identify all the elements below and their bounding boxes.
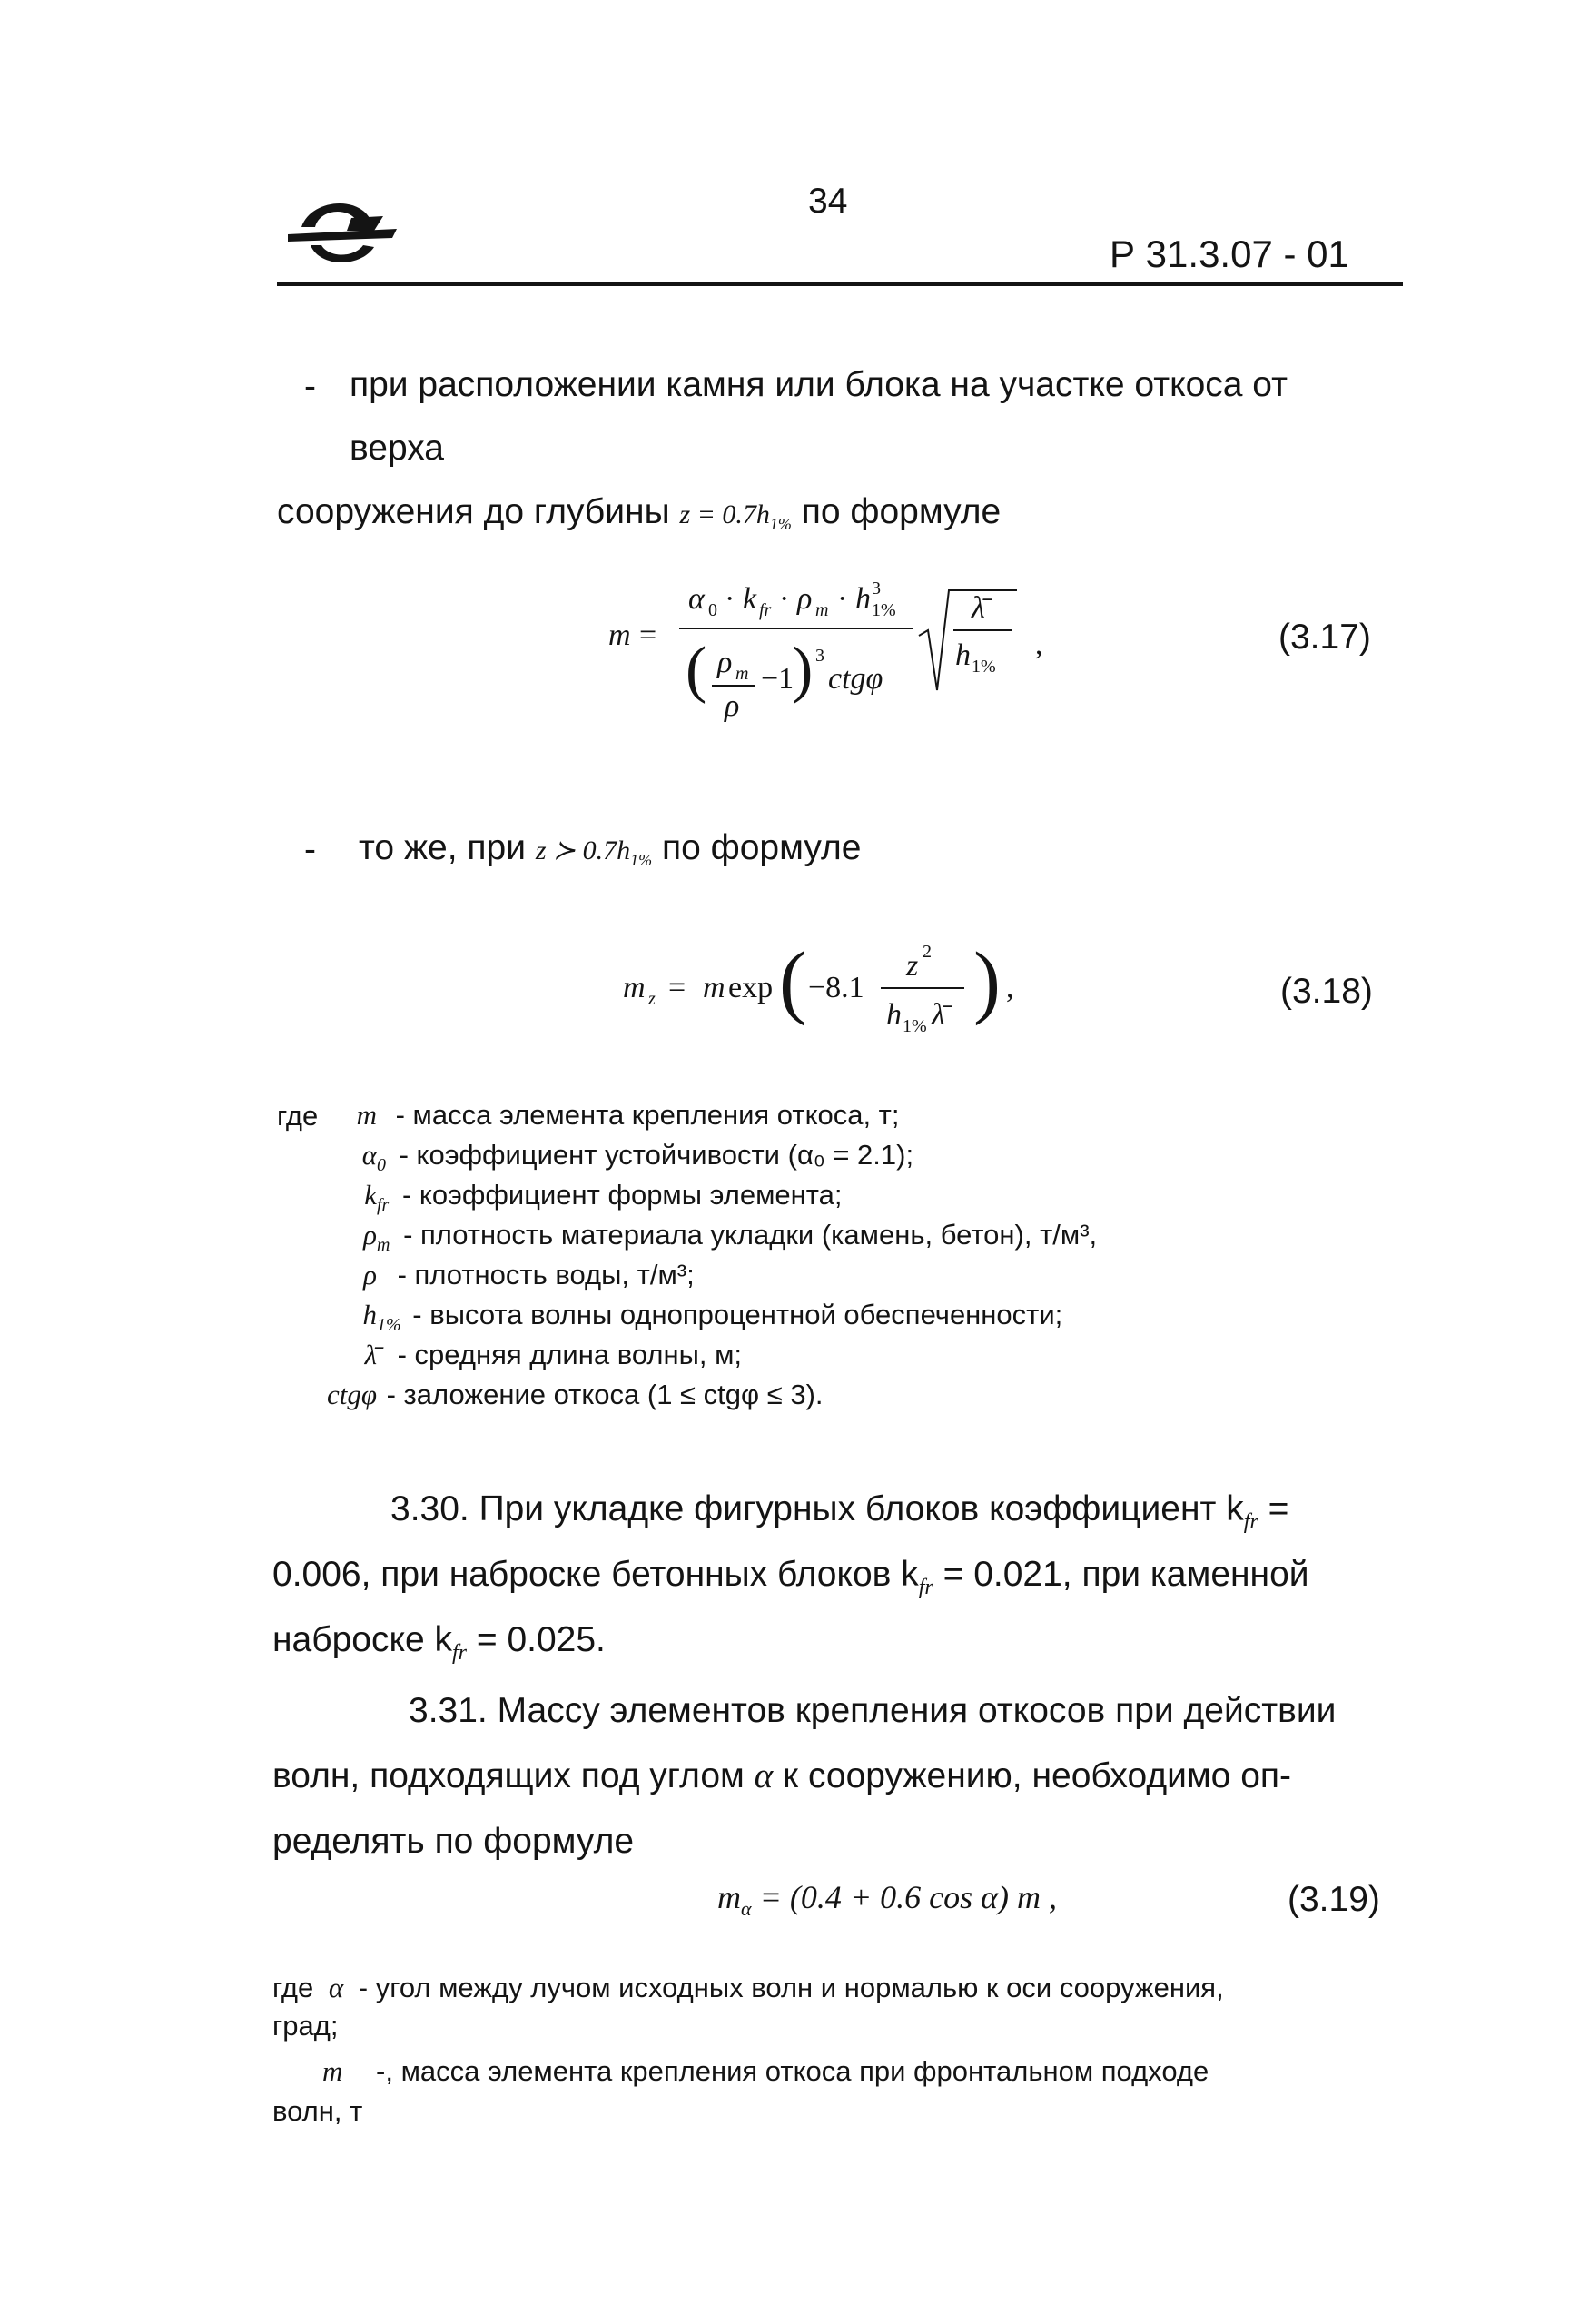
svg-text:·: · — [779, 582, 790, 616]
footnote-m-line1: m -, масса элемента крепления откоса при фронтальном подходе — [322, 2055, 1209, 2087]
svg-text:h: h — [855, 582, 871, 616]
document-code: Р 31.3.07 - 01 — [1110, 232, 1349, 275]
svg-text:(: ( — [686, 635, 707, 705]
legend-item: $h_{1\%}$ - высота волны однопроцентной обеспеченности; — [362, 1299, 1063, 1336]
footnote-m-line2: волн, т — [272, 2095, 363, 2127]
svg-text:λ̄: λ̄ — [972, 591, 985, 625]
svg-text:ρ: ρ — [797, 582, 813, 616]
svg-text:fr: fr — [759, 600, 772, 620]
svg-text:m: m — [623, 971, 646, 1004]
svg-text:2: 2 — [923, 942, 932, 962]
svg-text:0: 0 — [708, 600, 717, 620]
svg-text:λ̄: λ̄ — [932, 998, 945, 1032]
svg-text:m: m — [703, 971, 725, 1004]
header-rule — [277, 282, 1403, 286]
svg-text:3: 3 — [872, 579, 881, 598]
equation-3-17 — [599, 554, 1071, 754]
svg-text:=: = — [668, 971, 686, 1004]
svg-text:k: k — [743, 582, 757, 616]
paragraph-3-30-line1: 3.30. При укладке фигурных блоков коэффициент $k_{fr}$ = — [390, 1489, 1289, 1534]
svg-text:·: · — [837, 582, 848, 616]
legend-item: $\rho_m$ - плотность материала укладки (камень, бетон), т/м³, — [363, 1219, 1098, 1256]
legend-item: m - масса элемента крепления откоса, т; — [356, 1099, 900, 1131]
svg-text:=: = — [639, 618, 657, 652]
paragraph-3-31-line2: волн, подходящих под углом α к сооружению, необходимо оп- — [272, 1756, 1292, 1795]
legend-item: ctgφ - заложение откоса (1 ≤ ctgφ ≤ 3). — [326, 1379, 824, 1410]
paragraph-3-31-line3: ределять по формуле — [272, 1822, 635, 1861]
ministry-emblem-logo — [283, 191, 401, 272]
footnote-alpha-line2: град; — [272, 2010, 339, 2042]
svg-text:,: , — [1006, 971, 1014, 1004]
svg-text:ρ: ρ — [725, 689, 740, 723]
paragraph-3-31-line1: 3.31. Массу элементов крепления откосов при действии — [409, 1691, 1337, 1730]
svg-text:h: h — [886, 998, 902, 1032]
svg-text:3: 3 — [815, 646, 824, 666]
legend-item: ρ - плотность воды, т/м³; — [363, 1259, 695, 1291]
svg-text:z: z — [648, 989, 656, 1009]
svg-text:−8.1: −8.1 — [808, 971, 864, 1004]
bullet-dash-2: - — [304, 830, 316, 869]
svg-text:h: h — [955, 638, 971, 672]
svg-text:): ) — [792, 635, 814, 705]
equation-number-3-17: (3.17) — [1278, 618, 1371, 657]
bullet1-line3: сооружения до глубины $z = 0.7h_{1\%}$ по формуле — [277, 492, 1002, 533]
svg-text:exp: exp — [728, 971, 774, 1004]
svg-text:ρ: ρ — [717, 646, 733, 679]
svg-text:ctgφ: ctgφ — [828, 662, 883, 696]
svg-text:z: z — [906, 949, 919, 983]
svg-text:α: α — [688, 582, 705, 616]
footnote-alpha-line1: где α - угол между лучом исходных волн и нормалью к оси сооружения, — [272, 1972, 1224, 2003]
svg-text:1%: 1% — [903, 1016, 927, 1036]
where-label: где — [277, 1100, 319, 1132]
svg-text:): ) — [973, 936, 1001, 1026]
bullet2-line: то же, при z ≻ $0.7h_{1\%}$ по формуле — [359, 828, 862, 869]
equation-number-3-18: (3.18) — [1280, 972, 1373, 1011]
svg-text:m: m — [815, 600, 829, 620]
svg-text:m: m — [608, 618, 631, 652]
paragraph-3-30-line2: 0.006, при наброске бетонных блоков $k_{fr} = 0.021$, при каменной — [272, 1555, 1309, 1599]
svg-text:m: m — [735, 664, 749, 684]
equation-3-19: $m_\alpha = (0.4 + 0.6$ cos α) m , — [717, 1879, 1058, 1921]
svg-text:·: · — [725, 582, 735, 616]
paragraph-3-30-line3: наброске $k_{fr} = 0.025$. — [272, 1620, 606, 1665]
bullet1-line1: при расположении камня или блока на участке откоса от — [350, 365, 1288, 404]
page-number: 34 — [808, 182, 848, 221]
bullet-dash-1: - — [304, 367, 316, 406]
equation-3-18 — [617, 917, 1053, 1044]
legend-item: λ̄ - средняя длина волны, м; — [364, 1339, 743, 1370]
legend-item: $k_{fr}$ - коэффициент формы элемента; — [364, 1179, 843, 1216]
legend-item: $\alpha_0$ - коэффициент устойчивости (α₀ = 2.1); — [361, 1139, 914, 1176]
equation-number-3-19: (3.19) — [1288, 1880, 1380, 1919]
svg-text:−1: −1 — [761, 662, 794, 696]
svg-text:,: , — [1035, 628, 1043, 661]
svg-text:(: ( — [779, 936, 806, 1026]
bullet1-line2: верха — [350, 429, 444, 468]
svg-text:1%: 1% — [972, 657, 996, 677]
svg-text:1%: 1% — [872, 600, 896, 620]
symbol-legend — [295, 1099, 1294, 1426]
